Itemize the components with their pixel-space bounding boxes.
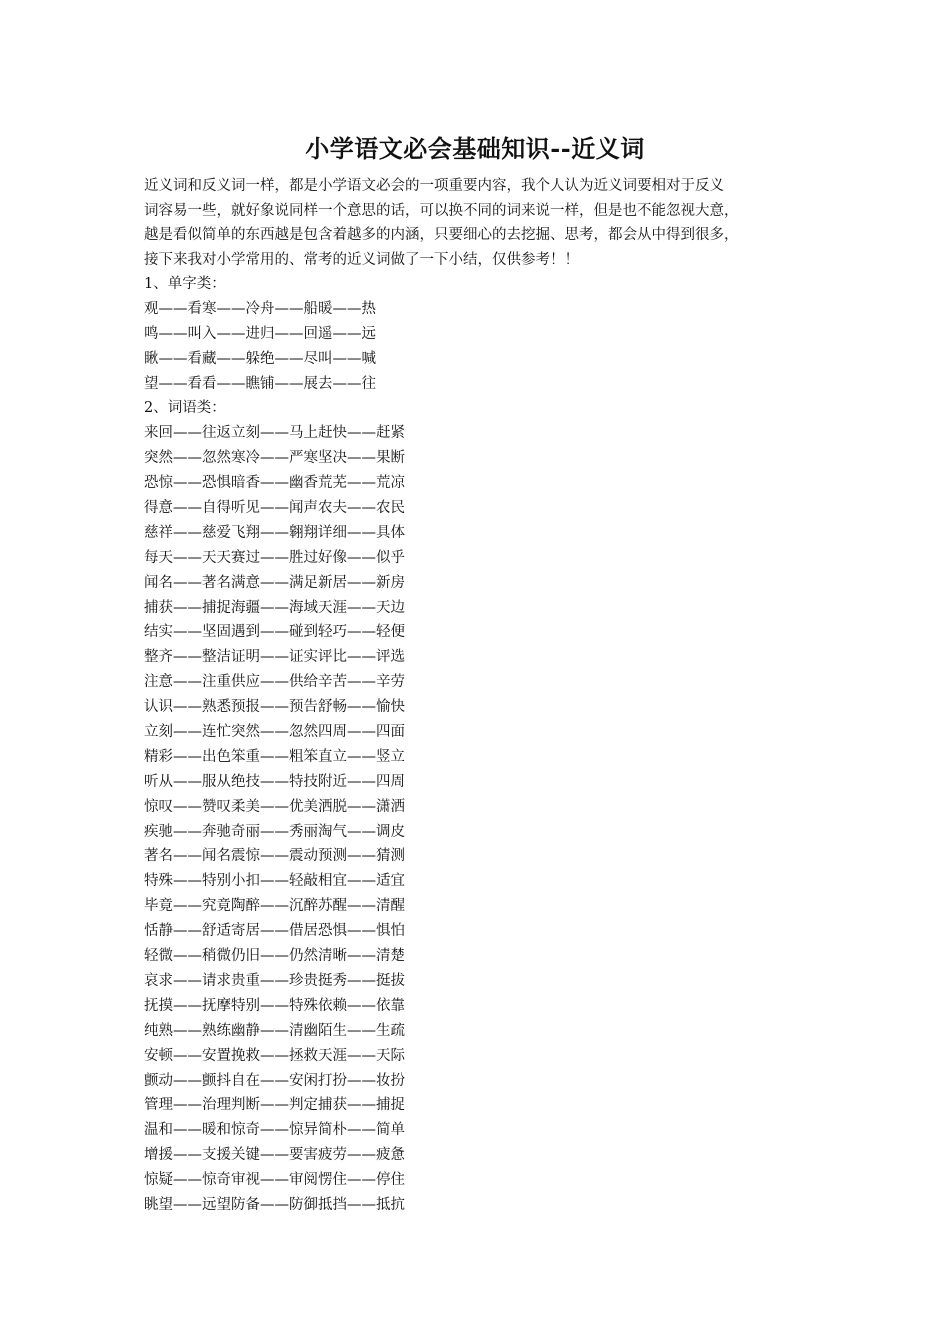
synonym-line: 认识——熟悉预报——预告舒畅——愉快 [144, 699, 405, 716]
synonym-line: 整齐——整洁证明——证实评比——评选 [144, 649, 405, 666]
synonym-line: 管理——治理判断——判定捕获——捕捉 [144, 1097, 405, 1114]
synonym-line: 得意——自得听见——闻声农夫——农民 [144, 500, 405, 517]
synonym-line: 温和——暖和惊奇——惊异简朴——简单 [144, 1122, 405, 1139]
intro-paragraph [144, 174, 812, 272]
synonym-line: 轻微——稍微仍旧——仍然清晰——清楚 [144, 948, 405, 965]
synonym-line: 闻名——著名满意——满足新居——新房 [144, 574, 405, 591]
synonym-line: 眺望——远望防备——防御抵挡——抵抗 [144, 1196, 405, 1213]
synonym-line: 突然——忽然寒冷——严寒坚决——果断 [144, 450, 405, 467]
synonym-line: 毕竟——究竟陶醉——沉醉苏醒——清醒 [144, 898, 405, 915]
synonym-line: 疾驰——奔驰奇丽——秀丽淘气——调皮 [144, 823, 405, 840]
synonym-line: 观——看寒——冷舟——船暖——热 [144, 300, 376, 317]
synonym-line: 恐惊——恐惧暗香——幽香荒芜——荒凉 [144, 475, 405, 492]
synonym-line: 来回——往返立刻——马上赶快——赶紧 [144, 425, 405, 442]
section-heading-single-char: 1、单字类： [144, 276, 226, 292]
synonym-line: 颤动——颤抖自在——安闲打扮——妆扮 [144, 1072, 405, 1089]
synonym-line: 捕获——捕捉海疆——海域天涯——天边 [144, 599, 405, 616]
synonym-line: 惊叹——赞叹柔美——优美洒脱——潇洒 [144, 798, 405, 815]
intro-line: 词容易一些，就好象说同样一个意思的话，可以换不同的词来说一样，但是也不能忽视大意， [144, 202, 739, 219]
intro-line: 越是看似简单的东西越是包含着越多的内涵，只要细心的去挖掘、思考，都会从中得到很多， [144, 227, 739, 244]
synonym-line: 慈祥——慈爱飞翔——翱翔详细——具体 [144, 524, 405, 541]
page-title: 小学语文必会基础知识--近义词 [305, 134, 645, 163]
synonym-line: 增援——支援关键——要害疲劳——疲惫 [144, 1147, 405, 1164]
intro-line: 接下来我对小学常用的、常考的近义词做了一下小结，仅供参考！！ [144, 251, 579, 268]
synonym-line: 注意——注重供应——供给辛苦——辛劳 [144, 674, 405, 691]
synonym-line: 望——看看——瞧铺——展去——往 [144, 375, 376, 392]
synonym-line: 瞅——看藏——躲绝——尽叫——喊 [144, 350, 376, 367]
synonym-line: 恬静——舒适寄居——借居恐惧——惧怕 [144, 923, 405, 940]
synonym-line: 安顿——安置挽救——拯救天涯——天际 [144, 1047, 405, 1064]
synonym-line: 听从——服从绝技——特技附近——四周 [144, 773, 405, 790]
synonym-line: 特殊——特别小扣——轻敲相宜——适宜 [144, 873, 405, 890]
synonym-line: 抚摸——抚摩特别——特殊依赖——依靠 [144, 997, 405, 1014]
intro-line: 近义词和反义词一样，都是小学语文必会的一项重要内容，我个人认为近义词要相对于反义 [144, 178, 724, 194]
synonym-line: 著名——闻名震惊——震动预测——猜测 [144, 848, 405, 865]
synonym-line: 哀求——请求贵重——珍贵挺秀——挺拔 [144, 972, 405, 989]
synonym-line: 立刻——连忙突然——忽然四周——四面 [144, 724, 405, 741]
synonym-line: 精彩——出色笨重——粗笨直立——竖立 [144, 748, 405, 765]
synonym-line: 纯熟——熟练幽静——清幽陌生——生疏 [144, 1022, 405, 1039]
synonym-line: 鸣——叫入——进归——回遥——远 [144, 325, 376, 342]
synonym-list [144, 272, 764, 1218]
synonym-line: 惊疑——惊奇审视——审阅愣住——停住 [144, 1172, 405, 1189]
synonym-line: 结实——坚固遇到——碰到轻巧——轻便 [144, 624, 405, 641]
section-heading-words: 2、词语类： [144, 400, 226, 417]
synonym-line: 每天——天天赛过——胜过好像——似乎 [144, 549, 405, 566]
